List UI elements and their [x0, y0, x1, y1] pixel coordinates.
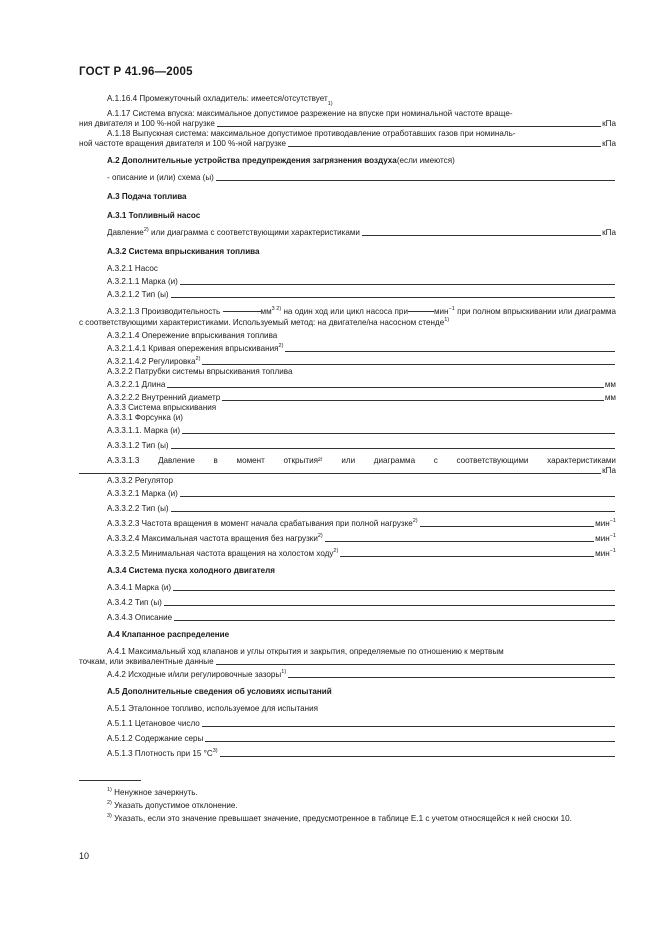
field-governor-make[interactable]	[180, 496, 615, 497]
line-a118-field: ной частоте вращения двигателя и 100 %-ной нагрузке кПа	[79, 139, 616, 148]
line-a3221: А.3.2.2.1 Длина мм	[107, 380, 616, 389]
field-cold-start-description[interactable]	[174, 620, 615, 621]
footnote-2: $^{2)}$ Указать допустимое отклонение.	[107, 800, 238, 810]
field-idle-speed[interactable]	[340, 556, 594, 557]
label-intercooler: А.1.16.4 Промежуточный охладитель: имеется/отсутствует	[107, 94, 328, 103]
field-density[interactable]	[220, 756, 615, 757]
line-a3211: А.3.2.1.1 Марка (и)	[79, 277, 616, 287]
field-injector-type[interactable]	[171, 448, 615, 449]
line-a342: А.3.4.2 Тип (ы)	[79, 598, 616, 608]
line-a32142: А.3.2.1.4.2 Регулировка$^{2)}$	[79, 357, 616, 367]
line-a3324: А.3.3.2.4 Максимальная частота вращения без нагрузки$^{2)}$ мин$^{-1}$	[107, 533, 616, 543]
line-a3313-field: кПа	[79, 466, 616, 476]
line-a2-description: - описание и (или) схема (ы)	[79, 173, 616, 183]
field-cetane-number[interactable]	[202, 726, 615, 727]
line-a31-pressure: Давление$^{2)}$ или диаграмма с соответствующими характеристиками кПа	[107, 227, 616, 237]
line-a321: А.3.2.1 Насос	[107, 264, 158, 273]
heading-a34: А.3.4 Система пуска холодного двигателя	[107, 566, 276, 575]
field-cold-start-type[interactable]	[164, 605, 615, 606]
line-a117-field: ния двигателя и 100 %-ной нагрузке кПа	[79, 119, 616, 128]
line-a332: А.3.3.2 Регулятор	[107, 476, 173, 485]
line-a3313-text: А.3.3.1.3 Давление в момент открытия²⁾ или диаграмма с соответствующими характеристиками	[107, 456, 616, 465]
field-sulphur-content[interactable]	[205, 741, 615, 742]
footnote-separator	[79, 780, 141, 781]
field-intake-vacuum[interactable]	[217, 126, 601, 127]
line-a3323: А.3.3.2.3 Частота вращения в момент начала срабатывания при полной нагрузке$^{2)}$ мин$^{-1}$	[107, 518, 616, 528]
line-a331: А.3.3.1 Форсунка (и)	[107, 413, 183, 422]
footnotes	[79, 788, 616, 824]
field-a2-description[interactable]	[216, 180, 615, 181]
line-a512: А.5.1.2 Содержание серы	[79, 734, 616, 744]
field-injection-timing-setting[interactable]	[202, 364, 615, 365]
heading-a5: А.5 Дополнительные сведения об условиях испытаний	[107, 687, 332, 696]
field-exhaust-backpressure[interactable]	[288, 146, 601, 147]
document-header: ГОСТ Р 41.96—2005	[79, 66, 193, 78]
field-pipe-diameter[interactable]	[222, 400, 604, 401]
line-a3325: А.3.3.2.5 Минимальная частота вращения на холостом ходу$^{2)}$ мин$^{-1}$	[107, 548, 616, 558]
field-cutoff-speed[interactable]	[420, 526, 595, 527]
line-a322: А.3.2.2 Патрубки системы впрыскивания топлива	[107, 367, 293, 376]
line-a42: А.4.2 Исходные и/или регулировочные зазоры$^{1)}$	[79, 670, 616, 680]
line-a3212: А.3.2.1.2 Тип (ы)	[79, 290, 616, 300]
heading-a4: А.4 Клапанное распределение	[107, 630, 230, 639]
field-pipe-length[interactable]	[167, 387, 604, 388]
footnote-1: $^{1)}$ Ненужное зачеркнуть.	[107, 787, 198, 797]
line-a41-text: А.4.1 Максимальный ход клапанов и углы открытия и закрытия, определяемые по отношению к мертвым	[107, 647, 504, 656]
heading-a31: А.3.1 Топливный насос	[107, 211, 201, 220]
line-a32141: А.3.2.1.4.1 Кривая опережения впрыскивания$^{2)}$	[79, 344, 616, 354]
field-pump-type[interactable]	[171, 297, 615, 298]
line-a343: А.3.4.3 Описание	[79, 613, 616, 623]
line-a51: А.5.1 Эталонное топливо, используемое для испытания	[107, 704, 318, 713]
heading-a32: А.3.2 Система впрыскивания топлива	[107, 247, 260, 256]
line-a3222: А.3.2.2.2 Внутренний диаметр мм	[107, 393, 616, 402]
field-governor-type[interactable]	[171, 511, 615, 512]
line-a41-field: точкам, или эквивалентные данные	[79, 657, 616, 667]
line-a3213: А.3.2.1.3 Производительность $мм^{3 2)}$ на один ход или цикл насоса при мин$^{-1}$ при полном впрыскивании или диаграмма с соответствующими характеристиками. Используемый метод: на двигателе/на насосном стенде$^{1)}$	[79, 306, 616, 327]
field-opening-pressure[interactable]	[79, 473, 601, 474]
line-a3322: А.3.3.2.2 Тип (ы)	[79, 504, 616, 514]
field-valve-lift[interactable]	[216, 664, 615, 665]
field-valve-clearances[interactable]	[288, 677, 615, 678]
line-a513: А.5.1.3 Плотность при 15 $^\circ С^{3)}$	[79, 749, 616, 759]
field-pump-speed[interactable]	[408, 311, 434, 312]
line-a3321: А.3.3.2.1 Марка (и)	[79, 489, 616, 499]
line-a1164: А.1.16.4 Промежуточный охладитель: имеется/отсутствует 1)	[107, 94, 333, 107]
field-pump-make[interactable]	[180, 284, 615, 285]
line-a117-text: А.1.17 Система впуска: максимальное допустимое разрежение на впуске при номинальной частоте враще-	[107, 109, 513, 118]
line-a3311: А.3.3.1.1. Марка (и)	[79, 426, 616, 436]
footnote-3: $^{3)}$ Указать, если это значение превышает значение, предусмотренное в таблице Е.1 с учетом относящейся к ней сноски 10.	[107, 813, 572, 823]
line-a3312: А.3.3.1.2 Тип (ы)	[79, 441, 616, 451]
field-cold-start-make[interactable]	[173, 590, 615, 591]
field-injection-advance-curve[interactable]	[285, 351, 615, 352]
line-a341: А.3.4.1 Марка (и)	[79, 583, 616, 593]
field-injector-make[interactable]	[182, 433, 615, 434]
heading-a3: А.3 Подача топлива	[107, 192, 187, 201]
form-content	[79, 94, 616, 759]
line-a3214: А.3.2.1.4 Опережение впрыскивания топлива	[107, 331, 278, 340]
page-number: 10	[79, 851, 90, 861]
line-a511: А.5.1.1 Цетановое число	[79, 719, 616, 729]
field-fuel-pressure[interactable]	[362, 235, 601, 236]
field-pump-delivery[interactable]	[223, 311, 261, 312]
line-a33: А.3.3 Система впрыскивания	[107, 403, 217, 412]
heading-a2: А.2 Дополнительные устройства предупреждения загрязнения воздуха (если имеются)	[107, 156, 455, 165]
field-max-no-load-speed[interactable]	[325, 541, 594, 542]
line-a118-text: А.1.18 Выпускная система: максимальное допустимое противодавление отработавших газов при номиналь-	[107, 129, 516, 138]
